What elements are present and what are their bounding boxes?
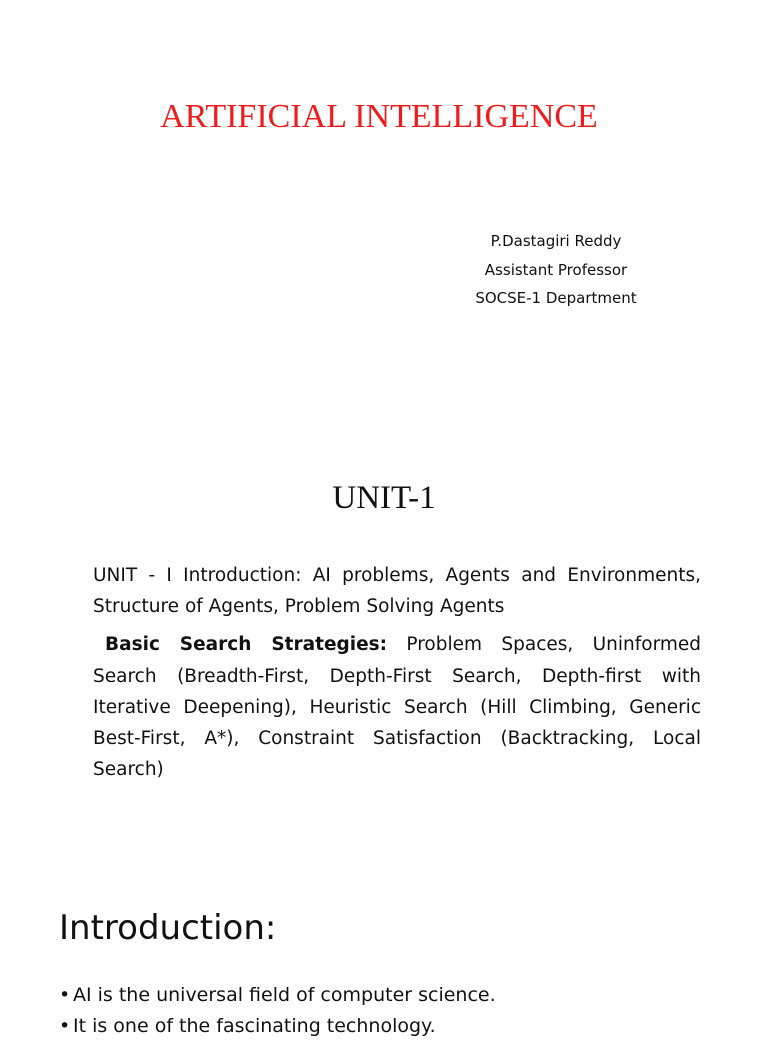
list-item [59,980,739,1011]
author-department: SOCSE-1 Department [475,289,637,307]
bullet-text: It is one of the fascinating technology. [73,1015,436,1037]
bullet-icon: • [59,984,71,1006]
syllabus-lead-label: Basic Search Strategies: [105,634,388,656]
author-name: P.Dastagiri Reddy [490,232,622,250]
syllabus-section [93,560,701,785]
syllabus-search-topics: Problem Spaces, Uninformed Search (Breadth-First, Depth-First Search, Depth-first with Iterative Deepening), Heuristic Search (Hill Climbing, Generic Best-First, A*), Constraint Satisfaction (Backtracking, Local Search) [93,634,702,781]
list-item [59,1011,739,1042]
author-role: Assistant Professor [484,260,628,279]
introduction-heading: Introduction: [59,908,277,948]
document-title: ARTIFICIAL INTELLIGENCE [160,98,598,135]
syllabus-paragraph-search [93,629,701,785]
unit-heading: UNIT-1 [332,480,436,516]
bullet-text: AI is the universal field of computer science. [73,984,496,1006]
introduction-bullet-list [59,980,739,1042]
bullet-icon: • [59,1015,71,1037]
syllabus-paragraph-intro: UNIT - I Introduction: AI problems, Agents and Environments, Structure of Agents, Problem Solving Agents [93,565,701,618]
author-block [446,227,666,313]
